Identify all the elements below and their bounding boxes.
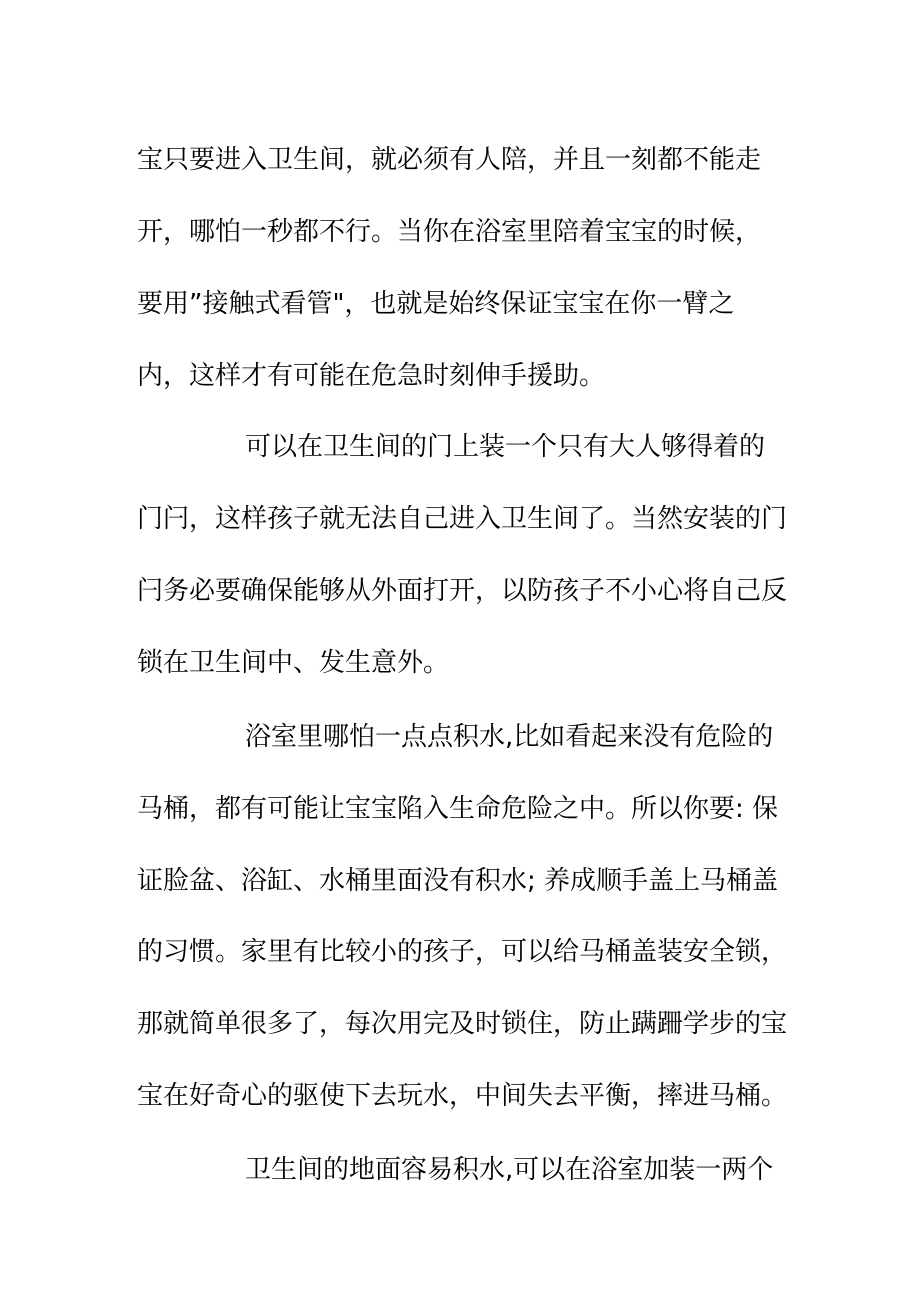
text-line: 锁在卫生间中、发生意外。: [137, 648, 450, 678]
text-line: 的习惯。家里有比较小的孩子，可以给马桶盖装安全锁，: [137, 937, 788, 967]
text-line: 要用”接触式看管"，也就是始终保证宝宝在你一臂之: [137, 289, 735, 319]
text-line: 证脸盆、浴缸、水桶里面没有积水; 养成顺手盖上马桶盖: [137, 866, 779, 896]
text-line: 内，这样才有可能在危急时刻伸手援助。: [137, 361, 606, 391]
text-line: 那就简单很多了，每次用完及时锁住，防止蹒跚学步的宝: [137, 1009, 788, 1039]
text-line: 开，哪怕一秒都不行。当你在浴室里陪着宝宝的时候，: [137, 217, 762, 247]
paragraph-start-line: 可以在卫生间的门上装一个只有大人够得着的: [245, 432, 766, 462]
text-line: 宝只要进入卫生间，就必须有人陪，并且一刻都不能走: [137, 145, 762, 175]
text-line: 马桶，都有可能让宝宝陷入生命危险之中。所以你要: 保: [137, 794, 779, 824]
text-line: 门闩，这样孩子就无法自己进入卫生间了。当然安装的门: [137, 504, 788, 534]
paragraph-start-line: 浴室里哪怕一点点积水,比如看起来没有危险的: [245, 722, 774, 752]
paragraph-start-line: 卫生间的地面容易积水,可以在浴室加装一两个: [245, 1155, 774, 1185]
text-line: 闩务必要确保能够从外面打开，以防孩子不小心将自己反: [137, 576, 788, 606]
text-line: 宝在好奇心的驱使下去玩水，中间失去平衡，摔进马桶。: [137, 1081, 788, 1111]
